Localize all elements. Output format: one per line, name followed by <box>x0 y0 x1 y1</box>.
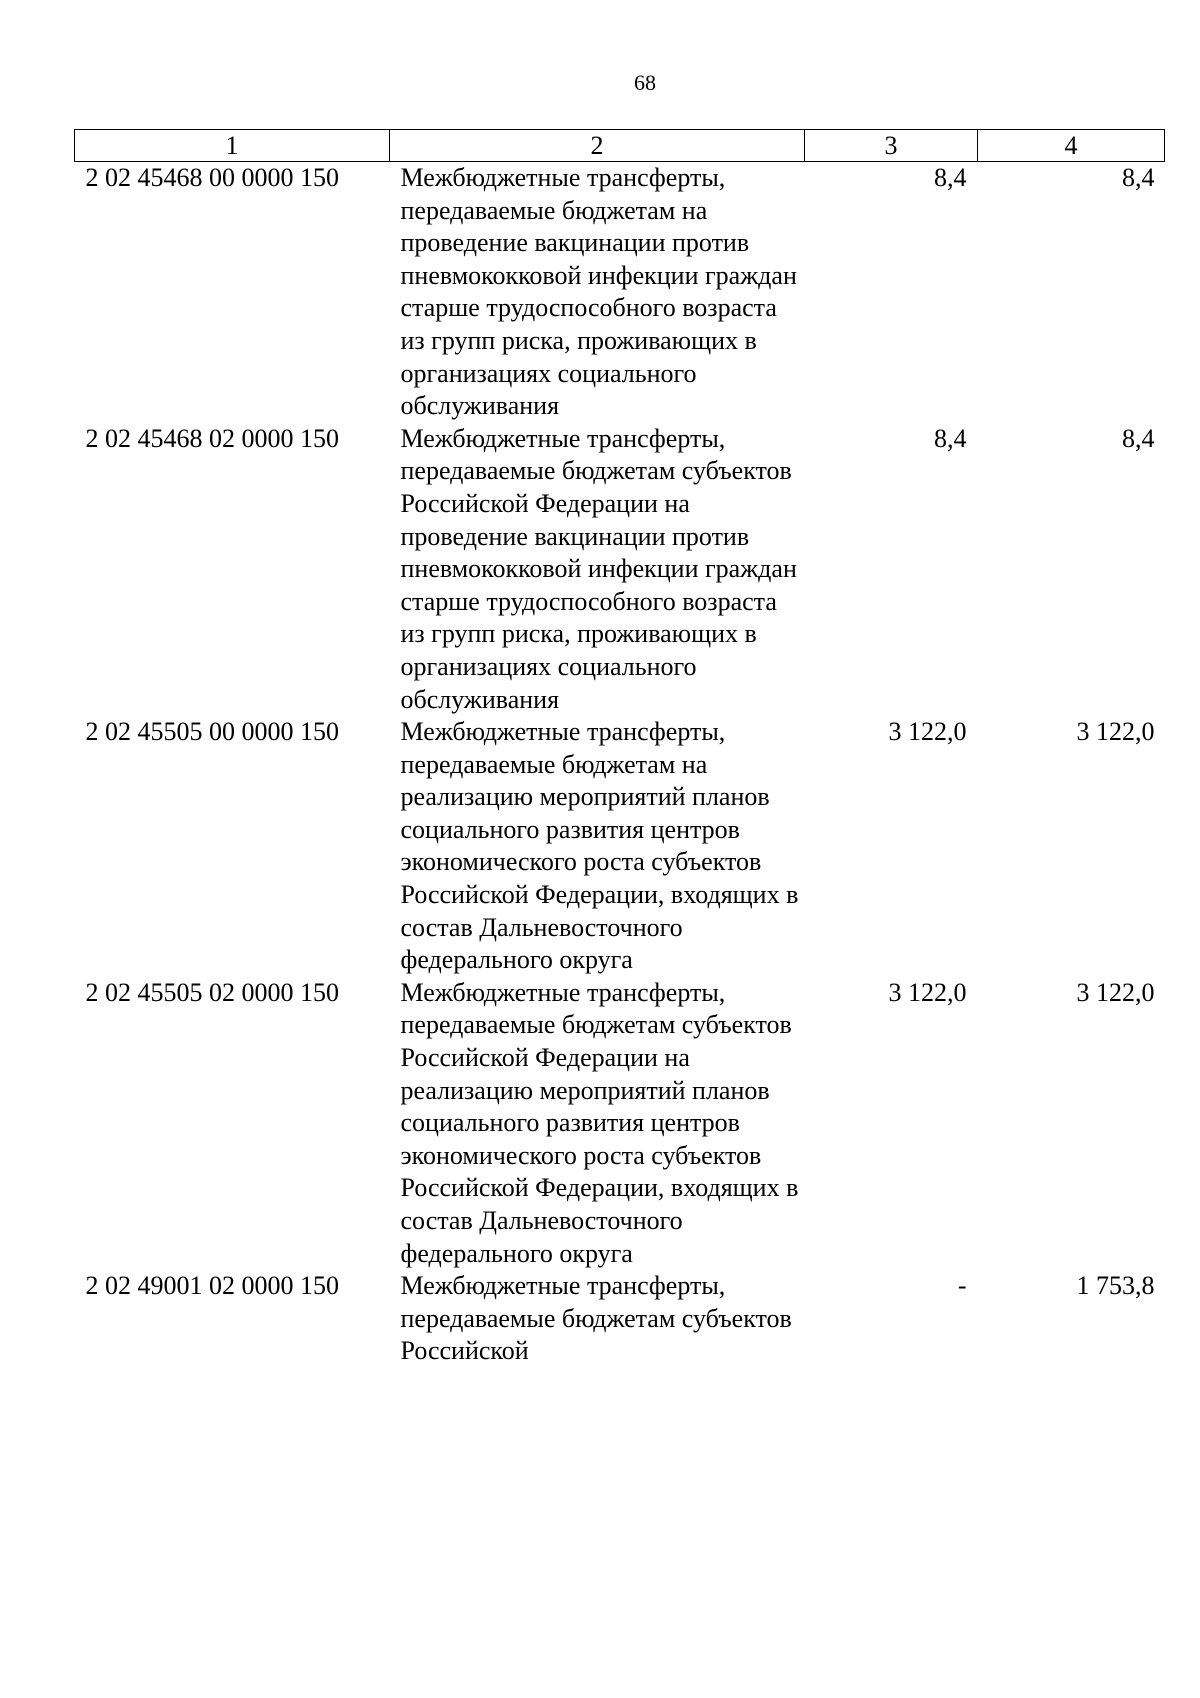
row-value-4: 8,4 <box>1122 163 1155 192</box>
row-code: 2 02 49001 02 0000 150 <box>85 1271 339 1301</box>
row-value-3: 3 122,0 <box>888 977 967 1007</box>
table-row <box>75 977 1165 1270</box>
row-value-3: 8,4 <box>934 423 967 453</box>
table-row <box>75 716 1165 977</box>
row-description: Межбюджетные трансферты, передаваемые бюджетам на реализацию мероприятий планов социального развития центров экономического роста субъектов Российской Федерации, входящих в состав Дальневосточного федерального округа <box>400 717 799 975</box>
row-description: Межбюджетные трансферты, передаваемые бюджетам на проведение вакцинации против пневмококковой инфекции граждан старше трудоспособного возраста из групп риска, проживающих в организациях социального обслуживания <box>400 163 797 421</box>
row-code: 2 02 45505 00 0000 150 <box>85 717 339 747</box>
row-value-4: 1 753,8 <box>1076 1271 1155 1301</box>
row-description: Межбюджетные трансферты, передаваемые бюджетам субъектов Российской Федерации на проведение вакцинации против пневмококковой инфекции граждан старше трудоспособного возраста из групп риска, проживающих в организациях социального обслуживания <box>400 423 797 714</box>
row-description: Межбюджетные трансферты, передаваемые бюджетам субъектов Российской Федерации на реализацию мероприятий планов социального развития центров экономического роста субъектов Российской Федерации, входящих в состав Дальневосточного федерального округа <box>400 977 799 1268</box>
table-row <box>75 162 1165 423</box>
row-description: Межбюджетные трансферты, передаваемые бюджетам субъектов Российской <box>400 1271 792 1366</box>
table-header-row <box>75 130 1165 162</box>
row-code: 2 02 45468 02 0000 150 <box>85 423 339 453</box>
page-number: 68 <box>634 70 656 95</box>
table-row <box>75 1270 1165 1368</box>
column-header-1: 1 <box>75 130 390 162</box>
budget-table <box>74 129 1165 1368</box>
row-code: 2 02 45505 02 0000 150 <box>85 977 339 1007</box>
column-header-3: 3 <box>805 130 978 162</box>
row-value-3: - <box>957 1271 967 1301</box>
column-header-2: 2 <box>390 130 805 162</box>
row-value-4: 3 122,0 <box>1076 717 1155 747</box>
table-row <box>75 423 1165 716</box>
row-value-3: 3 122,0 <box>888 717 967 747</box>
row-value-4: 8,4 <box>1122 423 1155 453</box>
row-code: 2 02 45468 00 0000 150 <box>85 163 339 192</box>
row-value-3: 8,4 <box>934 163 967 192</box>
row-value-4: 3 122,0 <box>1076 977 1155 1007</box>
column-header-4: 4 <box>978 130 1165 162</box>
